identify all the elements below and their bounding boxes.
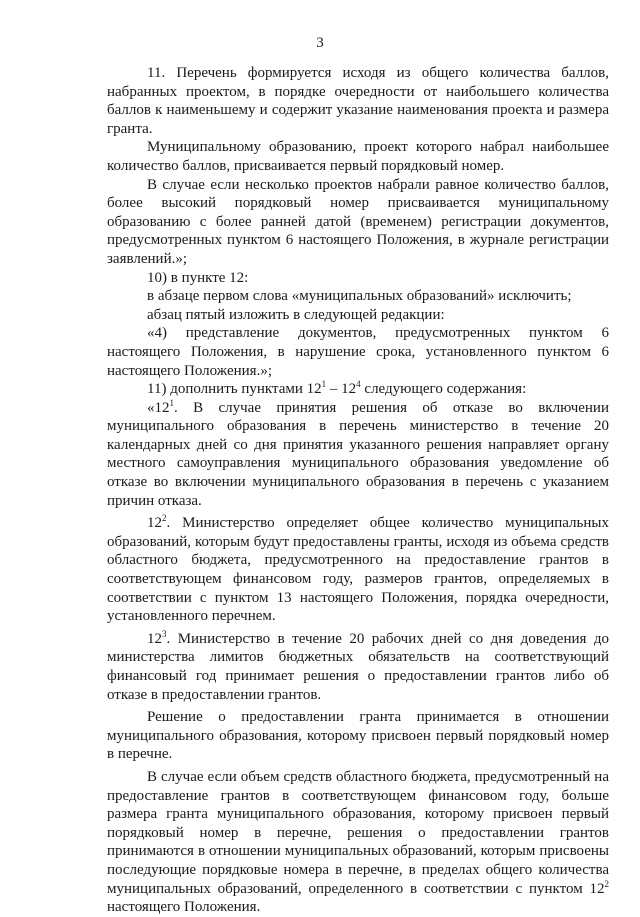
paragraph — [107, 269, 609, 288]
text-run: 12 — [147, 630, 162, 647]
text-run: «4) представление документов, предусмотренных пунктом 6 настоящего Положения, в нарушение срока, установленного пунктом 6 настоящего Положения.»; — [107, 325, 609, 379]
superscript: 4 — [356, 379, 361, 390]
text-run: В случае если объем средств областного бюджета, предусмотренный на предоставление грантов в соответствующем финансовом году, больше размера гранта муниципального образования, которому присвоен первый порядковый номер в перечне, решения о предоставлении грантов принимаются в отношении муниципальных образований, которым присвоены последующие порядковые номера в перечне, в пределах общего количества муниципальных образований, определенного в соответствии с пунктом 12 — [107, 768, 609, 897]
text-run: «12 — [147, 399, 170, 416]
text-run: 11) дополнить пунктами 12 — [147, 381, 322, 398]
paragraph — [107, 399, 609, 511]
superscript: 1 — [321, 379, 327, 390]
text-run: в абзаце первом слова «муниципальных образований» исключить; — [147, 288, 572, 305]
text-run: Решение о предоставлении гранта принимается в отношении муниципального образования, которому присвоен первый порядковый номер в перечне. — [107, 709, 609, 763]
text-run: В случае если несколько проектов набрали равное количество баллов, более высокий порядковый номер присваивается муниципальному образованию с более ранней датой (временем) регистрации документов, предусмотренных пунктом 6 настоящего Положения, в журнале регистрации заявлений.»; — [107, 176, 609, 267]
paragraph — [107, 708, 609, 764]
paragraph — [107, 514, 609, 626]
paragraph — [107, 380, 609, 399]
paragraph — [107, 306, 609, 325]
text-run: 10) в пункте 12: — [147, 269, 249, 286]
text-run: . Министерство в течение 20 рабочих дней со дня доведения до министерства лимитов бюджетных обязательств на соответствующий финансовый год принимает решения о предоставлении грантов либо об отказе в предоставлении грантов. — [107, 630, 609, 703]
paragraph — [107, 287, 609, 306]
text-run: 11. Перечень формируется исходя из общего количества баллов, набранных проектом, в порядке очередности от наибольшего количества баллов к наименьшему и содержит указание наименования проекта и размера гранта. — [107, 65, 609, 137]
text-run: абзац пятый изложить в следующей редакции: — [147, 306, 445, 323]
superscript: 3 — [162, 628, 167, 639]
text-run: настоящего Положения. — [107, 899, 261, 916]
text-run: следующего содержания: — [360, 381, 527, 398]
superscript: 2 — [604, 878, 609, 889]
superscript: 2 — [162, 513, 167, 524]
page-number: 3 — [316, 35, 324, 51]
superscript: 1 — [169, 397, 174, 408]
document-body — [107, 64, 609, 917]
text-run: . В случае принятия решения об отказе во включении муниципального образования в перечень министерство в течение 20 календарных дней со дня принятия указанного решения направляет органу местного самоуправления муниципального образования уведомление об отказе во включении муниципального образования в перечень с указанием причин отказа. — [107, 399, 609, 509]
paragraph — [107, 630, 609, 704]
text-run: – 12 — [326, 381, 357, 398]
paragraph — [107, 64, 609, 138]
paragraph — [107, 768, 609, 917]
text-run: . Министерство определяет общее количество муниципальных образований, которым будут предоставлены гранты, исходя из объема средств областного бюджета, предусмотренного на предоставление грантов в соответствующем финансовом году, размеров грантов, определяемых в соответствии с пунктом 13 настоящего Положения, порядка очередности, установленного перечнем. — [107, 515, 609, 625]
paragraph — [107, 176, 609, 269]
paragraph — [107, 324, 609, 380]
text-run: 12 — [147, 515, 162, 532]
text-run: Муниципальному образованию, проект которого набрал наибольшее количество баллов, присваивается первый порядковый номер. — [107, 139, 609, 174]
paragraph — [107, 138, 609, 175]
